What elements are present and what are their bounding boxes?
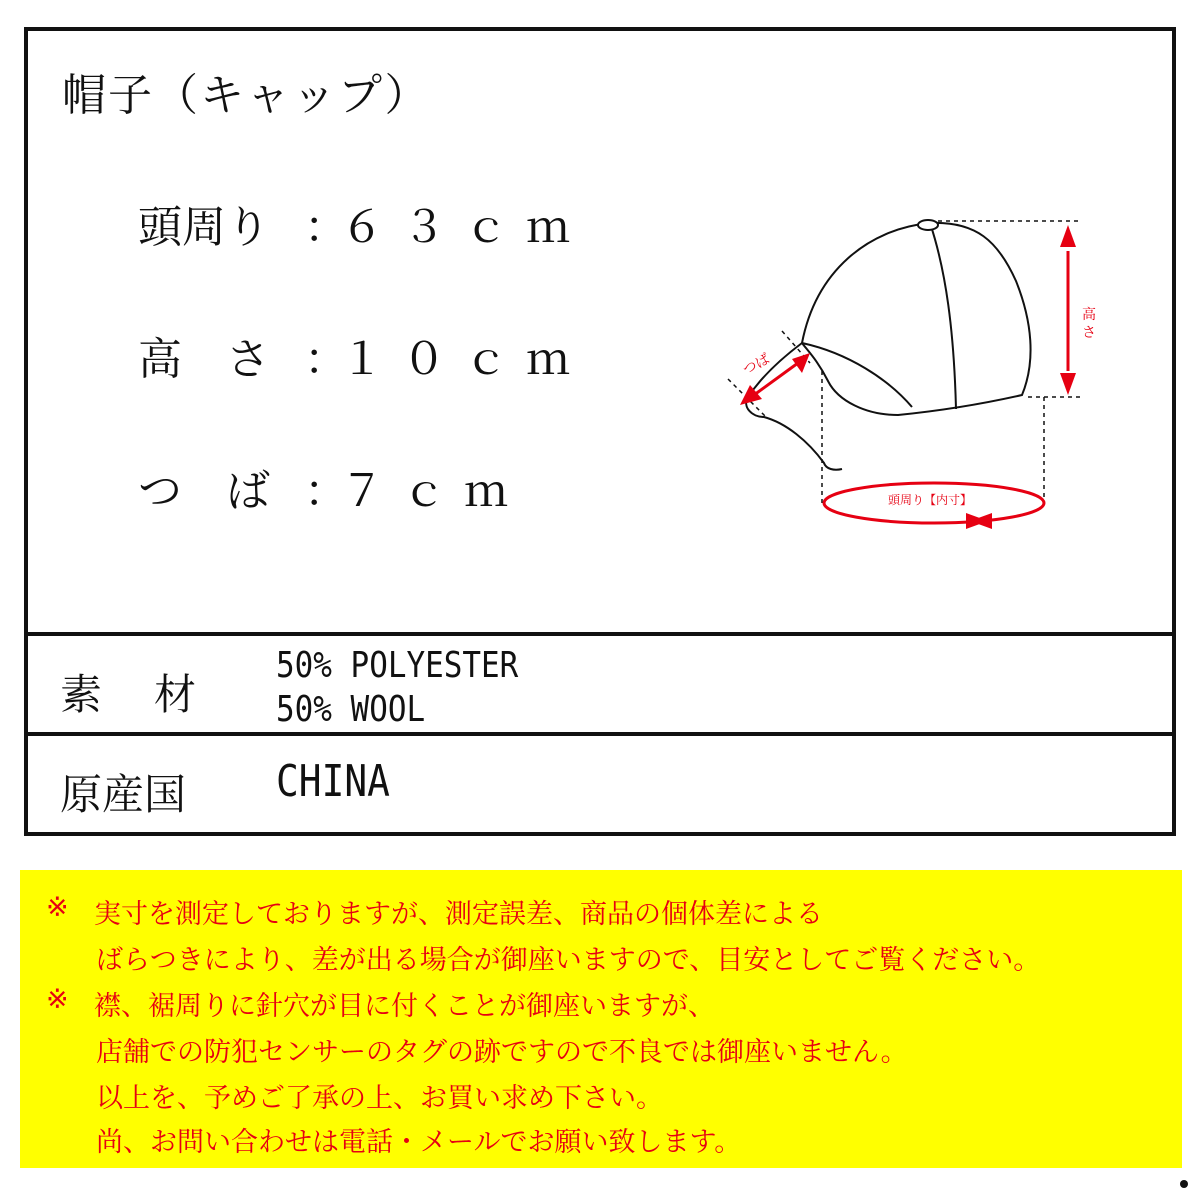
material-values xyxy=(276,644,518,732)
origin-row xyxy=(24,732,1176,836)
height-label-1: 高 xyxy=(1082,307,1096,323)
spec-head-circumference xyxy=(138,191,588,255)
notice-text: 尚、お問い合わせは電話・メールでお願い致します。 xyxy=(96,1127,742,1158)
cap-panel-seam xyxy=(930,223,956,409)
circumference-arrow-head-2 xyxy=(970,513,992,529)
brim-arrow-head-right xyxy=(792,353,810,373)
spec-colon: ： xyxy=(304,334,348,385)
spec-colon: ： xyxy=(304,202,348,253)
size-info-panel xyxy=(24,27,1176,636)
corner-dot xyxy=(1180,1180,1188,1188)
spec-height xyxy=(138,323,588,387)
spec-colon: ： xyxy=(304,466,348,517)
notice-text: 実寸を測定しておりますが、測定誤差、商品の個体差による xyxy=(94,899,823,930)
notice-text: 襟、裾周りに針穴が目に付くことが御座いますが、 xyxy=(94,991,715,1022)
spec-label: 頭周り xyxy=(138,202,270,253)
cap-brim-edge xyxy=(802,343,912,407)
spec-value: １０ｃｍ xyxy=(340,334,588,385)
material-value: 50% POLYESTER xyxy=(276,645,519,686)
notice-mark: ※ xyxy=(46,892,69,923)
spec-label: 高 さ xyxy=(138,334,270,385)
spec-value: ７ｃｍ xyxy=(340,466,526,517)
spec-brim xyxy=(138,455,526,519)
material-value: 50% WOOL xyxy=(276,689,426,730)
height-label-2: さ xyxy=(1082,325,1096,341)
notice-text: ばらつきにより、差が出る場合が御座いますので、目安としてご覧ください。 xyxy=(96,945,1041,976)
notice-text: 店舗での防犯センサーのタグの跡ですので不良では御座いません。 xyxy=(96,1037,908,1068)
notice-text: 以上を、予めご了承の上、お買い求め下さい。 xyxy=(96,1083,663,1114)
material-label-char-2: 材 xyxy=(154,670,197,719)
origin-label: 原産国 xyxy=(60,770,187,819)
cap-button xyxy=(918,220,938,230)
height-arrow-head-bottom xyxy=(1060,373,1076,395)
circumference-label: 頭周り【内寸】 xyxy=(888,493,973,507)
spec-value: ６３ｃｍ xyxy=(340,202,588,253)
cap-crown-outline xyxy=(802,223,1031,415)
brim-label: つば xyxy=(740,351,773,379)
material-label-char-1: 素 xyxy=(60,670,103,719)
notice-box xyxy=(20,870,1182,1168)
spec-label: つ ば xyxy=(138,466,270,517)
origin-value: CHINA xyxy=(276,756,390,807)
height-arrow-head-top xyxy=(1060,225,1076,247)
brim-arrow-head-left xyxy=(740,385,762,405)
material-row xyxy=(24,632,1176,736)
notice-mark: ※ xyxy=(46,984,69,1015)
cap-diagram xyxy=(698,211,1098,541)
material-label xyxy=(60,662,196,722)
page-title: 帽子（キャップ） xyxy=(62,70,431,121)
